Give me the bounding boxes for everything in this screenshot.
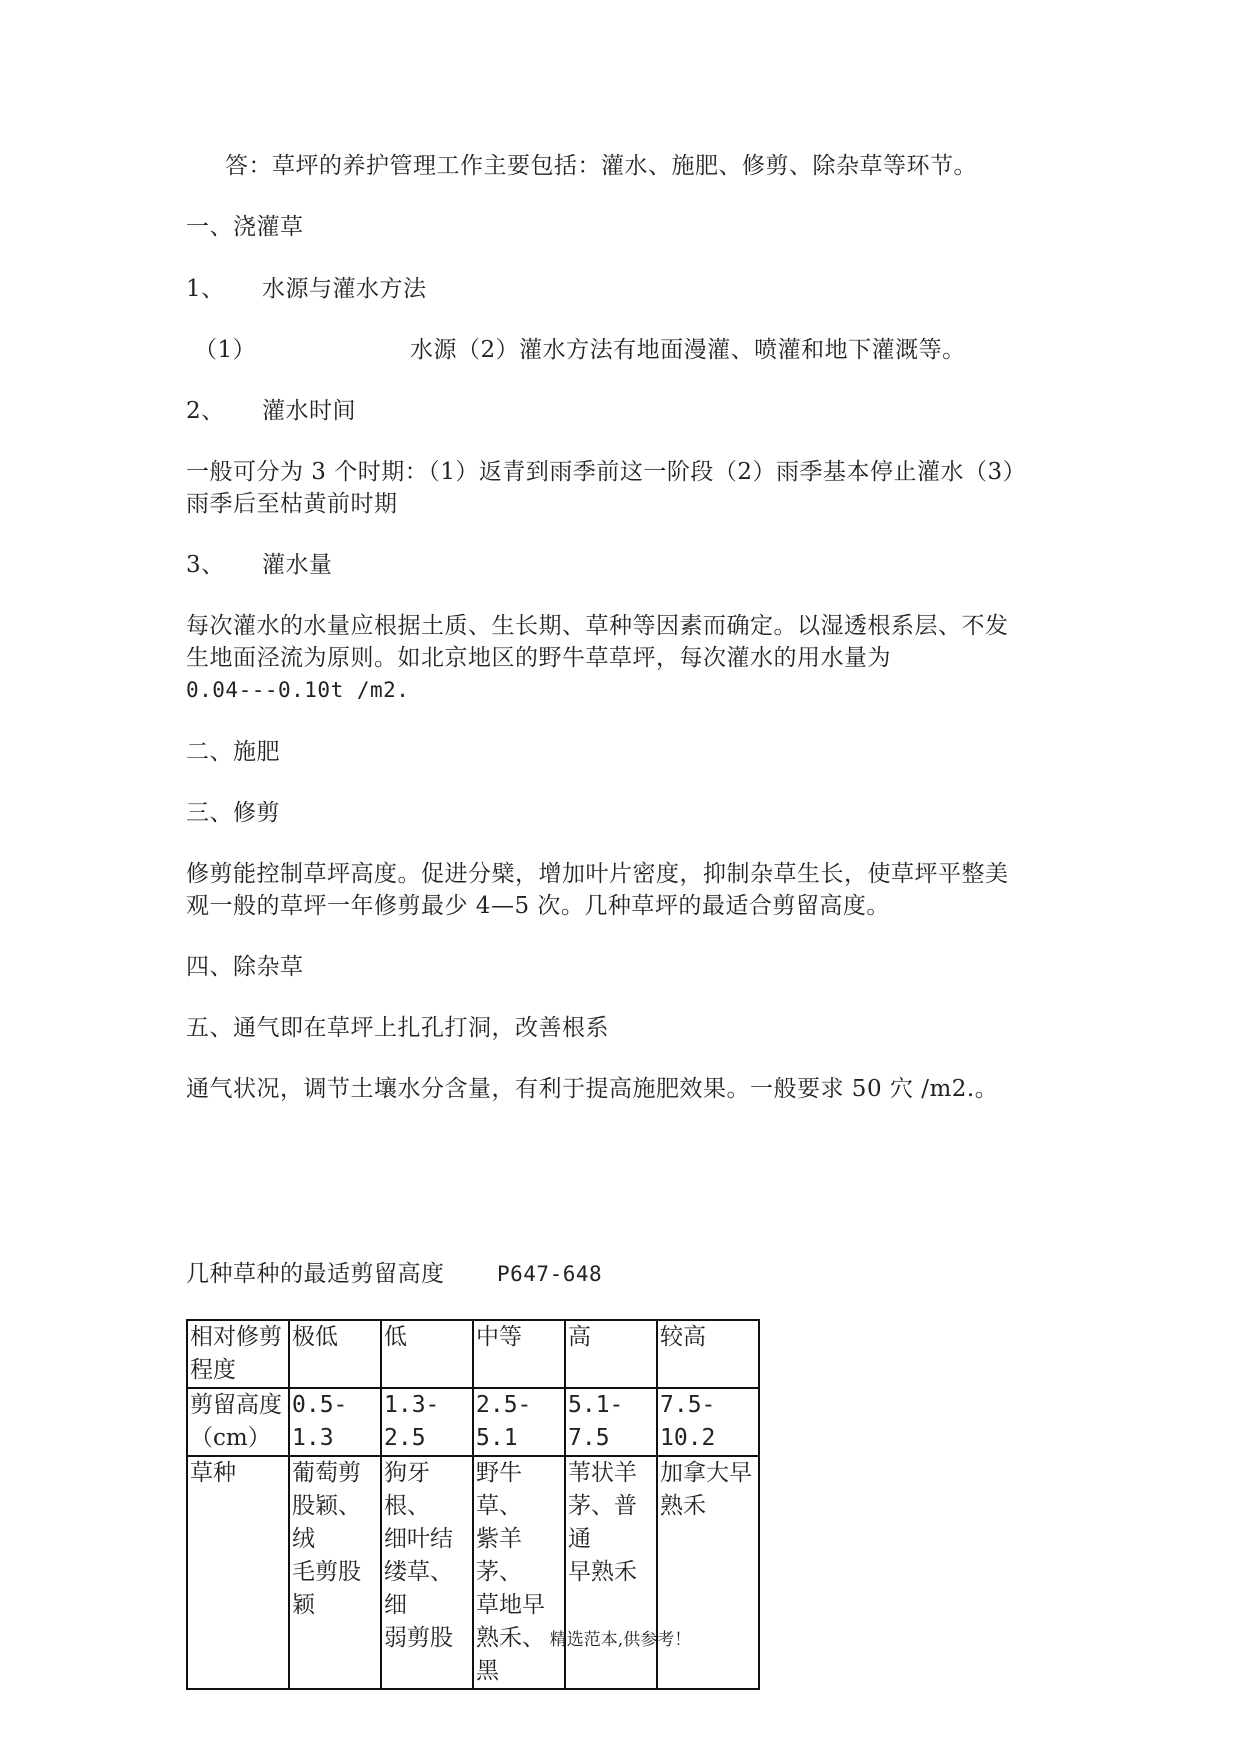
table-cell: 葡萄剪 股颖、绒 毛剪股 颖 <box>289 1456 381 1689</box>
table-row <box>187 1456 759 1689</box>
table-cell: 加拿大早 熟禾 <box>657 1456 759 1689</box>
table-cell: 中等 <box>473 1320 565 1388</box>
item1-body-part2: 水源（2）灌水方法有地面漫灌、喷灌和地下灌溉等。 <box>410 337 966 363</box>
table-cell: 极低 <box>289 1320 381 1388</box>
item1-number: 1、 <box>186 276 225 302</box>
item3-body-line1: 每次灌水的水量应根据土质、生长期、草种等因素而确定。以湿透根系层、不发 <box>186 613 1009 639</box>
item3-body-line2: 生地面泾流为原则。如北京地区的野牛草草坪，每次灌水的用水量为 <box>186 645 891 671</box>
item2-body-line1: 一般可分为 3 个时期：（1）返青到雨季前这一阶段（2）雨季基本停止灌水（3） <box>186 459 1027 485</box>
table-cell: 7.5-10.2 <box>657 1388 759 1456</box>
section2-heading: 二、施肥 <box>186 739 280 765</box>
item2-number: 2、 <box>186 398 225 424</box>
table-cell: 草种 <box>187 1456 289 1689</box>
section4-heading: 四、除杂草 <box>186 954 304 980</box>
section5-heading: 五、通气即在草坪上扎孔打洞，改善根系 <box>186 1015 609 1041</box>
page-footer: 精选范本,供参考！ <box>549 1630 692 1650</box>
section5-body: 通气状况，调节土壤水分含量，有利于提高施肥效果。一般要求 50 穴 /m2.。 <box>186 1076 999 1102</box>
table-row <box>187 1388 759 1456</box>
section1-heading: 一、浇灌草 <box>186 214 304 240</box>
item3-body-line3: 0.04---0.10t /m2. <box>186 678 410 702</box>
table-cell: 剪留高度 （cm） <box>187 1388 289 1456</box>
section3-body-line2: 观一般的草坪一年修剪最少 4—5 次。几种草坪的最适合剪留高度。 <box>186 893 890 919</box>
table-row <box>187 1320 759 1388</box>
table-cell: 相对修剪 程度 <box>187 1320 289 1388</box>
table-caption-ref: P647-648 <box>497 1262 603 1286</box>
item1-title: 水源与灌水方法 <box>262 276 427 302</box>
answer-intro: 答：草坪的养护管理工作主要包括：灌水、施肥、修剪、除杂草等环节。 <box>225 153 977 179</box>
table-cell: 高 <box>565 1320 657 1388</box>
item3-number: 3、 <box>186 552 225 578</box>
table-caption-title: 几种草种的最适剪留高度 <box>186 1261 445 1287</box>
table-cell: 较高 <box>657 1320 759 1388</box>
table-cell: 2.5-5.1 <box>473 1388 565 1456</box>
table-cell: 狗牙根、 细叶结 缕草、细 弱剪股 <box>381 1456 473 1689</box>
item2-title: 灌水时间 <box>262 398 356 424</box>
item3-title: 灌水量 <box>262 552 333 578</box>
item1-body-part1: （1） <box>194 337 257 363</box>
table-cell: 野牛草、 紫羊茅、 草地早 熟禾、黑 <box>473 1456 565 1689</box>
table-cell: 0.5-1.3 <box>289 1388 381 1456</box>
item2-body-line2: 雨季后至枯黄前时期 <box>186 491 398 517</box>
table-cell: 低 <box>381 1320 473 1388</box>
section3-heading: 三、修剪 <box>186 800 280 826</box>
table-cell: 1.3-2.5 <box>381 1388 473 1456</box>
table-cell: 苇状羊 茅、普通 早熟禾 <box>565 1456 657 1689</box>
table-cell: 5.1-7.5 <box>565 1388 657 1456</box>
section3-body-line1: 修剪能控制草坪高度。促进分檗，增加叶片密度，抑制杂草生长，使草坪平整美 <box>186 861 1009 887</box>
